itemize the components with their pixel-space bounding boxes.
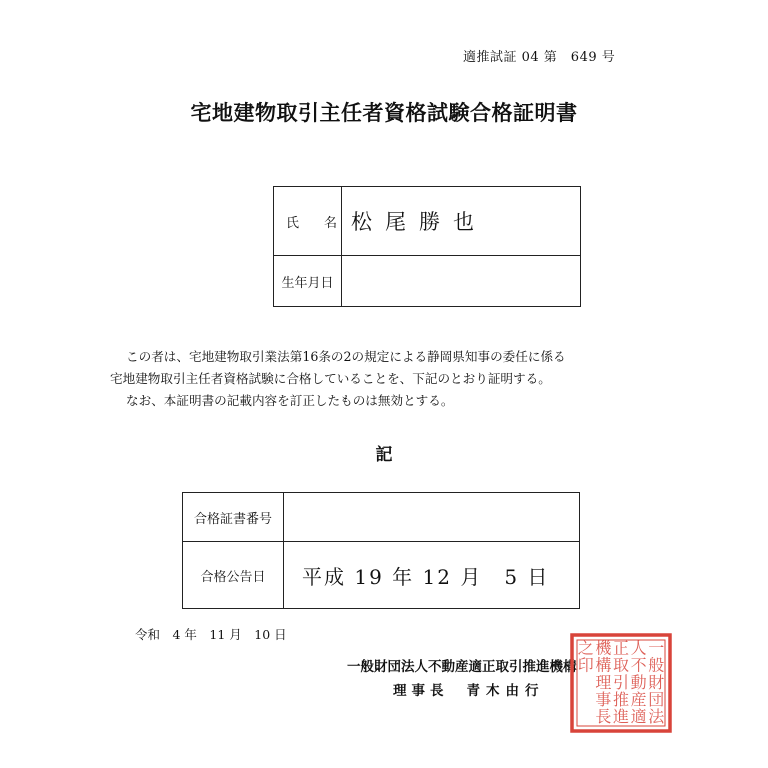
birth-label: 生年月日 <box>274 256 342 307</box>
seal-character: 進 <box>612 707 630 727</box>
person-info-table <box>273 186 581 307</box>
seal-character: 財 <box>648 672 665 692</box>
name-label-right: 名 <box>323 215 337 231</box>
seal-character: 推 <box>612 690 630 710</box>
seal-character: 機 <box>595 638 612 658</box>
ki-heading: 記 <box>375 445 393 465</box>
name-label <box>274 187 342 256</box>
body-line-3: なお、本証明書の記載内容を訂正したものは無効とする。 <box>126 393 454 408</box>
name-row <box>274 187 581 256</box>
announce-label: 合格公告日 <box>183 542 284 609</box>
seal-character: 人 <box>630 638 647 658</box>
seal-character: 不 <box>630 655 647 675</box>
seal-character: 般 <box>648 655 665 675</box>
seal-character: 之 <box>577 638 594 658</box>
document-title: 宅地建物取引主任者資格試験合格証明書 <box>190 101 578 125</box>
seal-character: 適 <box>630 707 647 727</box>
seal-character: 一 <box>648 638 665 658</box>
birth-row <box>274 256 581 307</box>
seal-character: 印 <box>577 655 594 675</box>
name-value: 松尾勝也 <box>342 187 581 256</box>
cert-no-row <box>183 493 580 542</box>
seal-character: 産 <box>630 690 647 710</box>
seal-character: 理 <box>595 672 612 692</box>
announce-date-value: 平成 19 年 12 月 5 日 <box>284 542 580 609</box>
chair-name: 青木由行 <box>466 683 545 699</box>
issue-date: 令和 4 年 11 月 10 日 <box>135 627 287 642</box>
seal-character: 団 <box>648 690 665 710</box>
chair-title: 理事長 <box>393 683 449 699</box>
birth-value <box>342 256 581 307</box>
seal-character: 引 <box>612 672 630 692</box>
cert-no-label: 合格証書番号 <box>183 493 284 542</box>
issuer-chair <box>393 679 545 699</box>
seal-character: 長 <box>595 707 612 727</box>
certificate-body <box>110 346 646 412</box>
certificate-number: 適推試証 04 第 649 号 <box>463 50 616 65</box>
cert-no-value <box>284 493 580 542</box>
seal-character: 取 <box>612 655 630 675</box>
name-label-left: 氏 <box>286 215 300 231</box>
pass-info-table <box>182 492 580 609</box>
seal-character: 正 <box>612 638 630 658</box>
issuer-organization: 一般財団法人不動産適正取引推進機構 <box>347 659 577 675</box>
seal-character: 法 <box>648 707 665 727</box>
seal-character: 事 <box>595 690 612 710</box>
seal-character: 動 <box>630 672 647 692</box>
seal-character: 構 <box>595 655 612 675</box>
body-line-1: この者は、宅地建物取引業法第16条の2の規定による静岡県知事の委任に係る <box>126 349 566 364</box>
official-seal-stamp <box>569 632 673 734</box>
announce-row <box>183 542 580 609</box>
body-line-2: 宅地建物取引主任者資格試験に合格していることを、下記のとおり証明する。 <box>110 371 551 386</box>
